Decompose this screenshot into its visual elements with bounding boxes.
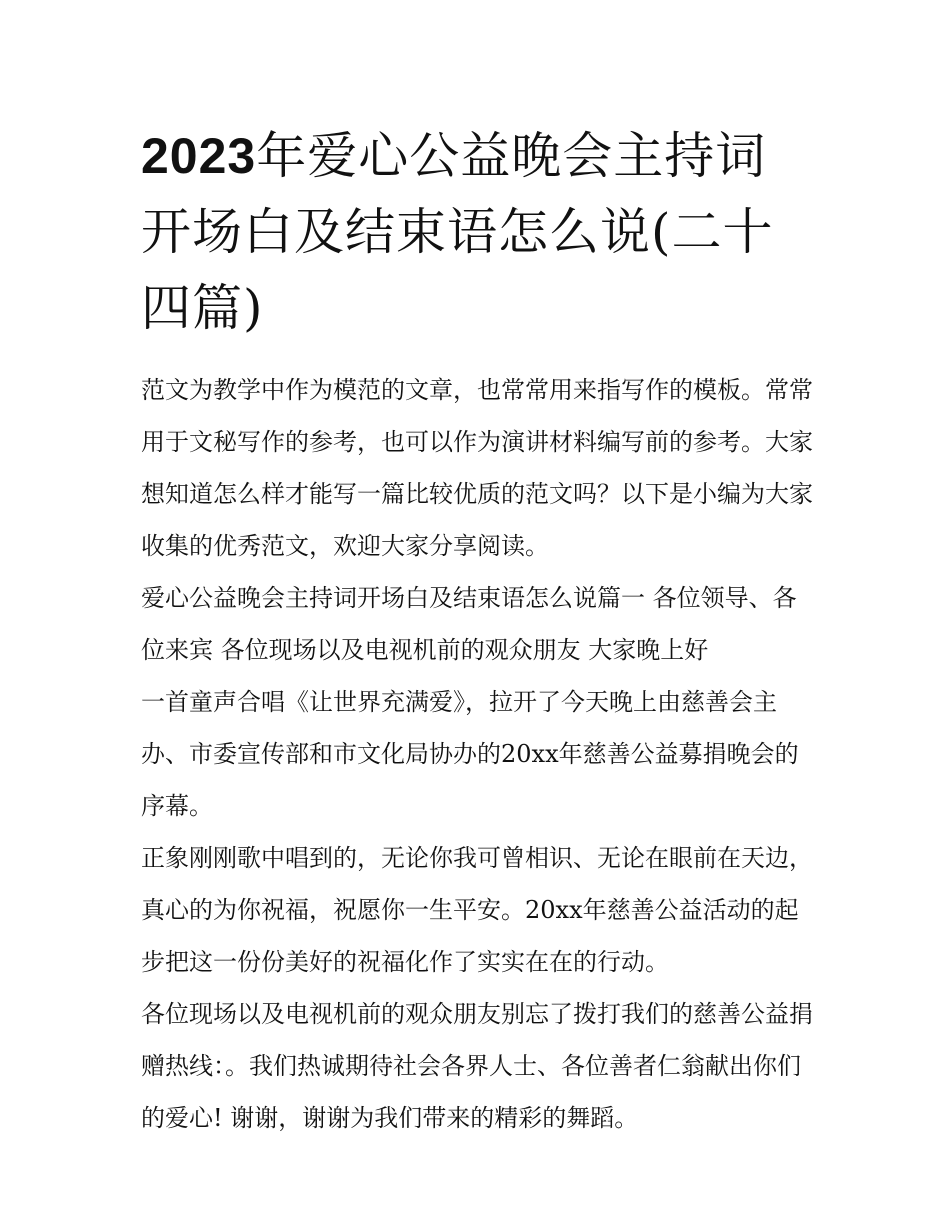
title-year: 2023 — [141, 128, 257, 184]
document-page — [141, 118, 813, 1144]
opening-paragraph: 一首童声合唱《让世界充满爱》，拉开了今天晚上由慈善会主办、市委宣传部和市文化局协办的20xx年慈善公益募捐晚会的序幕。 — [141, 688, 799, 820]
song-paragraph: 正象刚刚歌中唱到的，无论你我可曾相识、无论在眼前在天边，真心的为你祝福，祝愿你一生平安。20xx年慈善公益活动的起步把这一份份美好的祝福化作了实实在在的行动。 — [141, 844, 813, 976]
intro-paragraph: 范文为教学中作为模范的文章，也常常用来指写作的模板。常常用于文秘写作的参考，也可以作为演讲材料编写前的参考。大家想知道怎么样才能写一篇比较优质的范文吗？以下是小编为大家收集的优秀范文，欢迎大家分享阅读。 — [141, 376, 813, 560]
document-title — [141, 118, 813, 346]
title-text: 年爱心公益晚会主持词开场白及结束语怎么说(二十四篇) — [141, 127, 774, 337]
greeting-paragraph: 爱心公益晚会主持词开场白及结束语怎么说篇一 各位领导、各位来宾 各位现场以及电视机前的观众朋友 大家晚上好 — [141, 584, 797, 664]
hotline-paragraph: 各位现场以及电视机前的观众朋友别忘了拨打我们的慈善公益捐赠热线：。我们热诚期待社会各界人士、各位善者仁翁献出你们的爱心! 谢谢，谢谢为我们带来的精彩的舞蹈。 — [141, 1000, 813, 1132]
